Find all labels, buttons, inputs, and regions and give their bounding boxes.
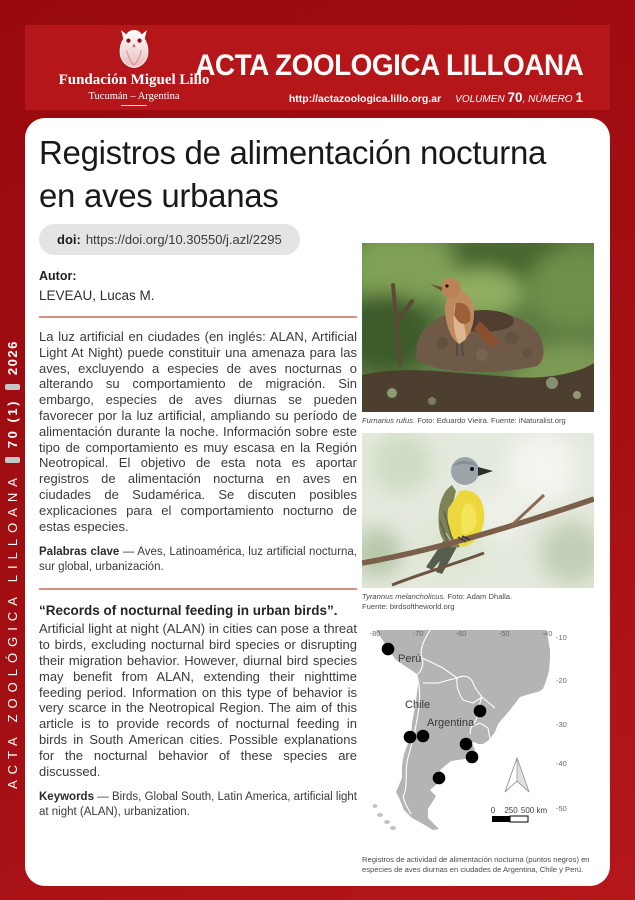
record-point [460,738,473,751]
spine-year: 2026 [5,340,20,376]
photo-furnarius-rufus [362,243,594,412]
record-point [433,772,446,785]
volume-label: VOLUMEN [455,94,505,105]
abstract-spanish: La luz artificial en ciudades (en inglés: ALAN, Artificial Light At Night) puede constituir una amenaza para las aves, excluyendo a especies de aves nocturnas o alterando su comportamiento de migración. Sin embargo, especies de aves diurnas se pueden favorecer por la luz artificial, ampliando su período de alimentación durante la noche. Información sobre este tipo de comportamiento es muy escasa en la Región Neotropical. El objetivo de esta nota es aportar registros de alimentación nocturna en aves en ciudades de Sudamérica. Se discuten posibles explicaciones para el comportamiento nocturno de estas especies. [39,329,357,534]
article-card [25,118,610,886]
spine-volume-issue: 70 (1) [5,399,20,449]
author-label: Autor: [39,269,77,283]
record-point [466,751,479,764]
scale-bar [492,816,528,822]
y-tick-label: -40 [556,759,567,768]
journal-subline [289,90,583,105]
english-title: “Records of nocturnal feeding in urban birds”. [39,603,338,619]
x-tick-label: -60 [455,630,467,638]
y-tick-label: -50 [556,804,567,813]
scale-label: 250 [504,806,518,815]
foundation-logo [58,27,210,106]
y-tick-label: -10 [556,633,567,642]
country-label: Perú [398,653,422,665]
owl-logo-icon [109,27,159,71]
keywords-spanish-label: Palabras clave [39,546,120,559]
map-caption: Registros de actividad de alimentación nocturna (puntos negros) en especies de aves diurnas en ciudades de Argentina, Chile y Perú. [362,855,590,875]
sidebar-spine [0,340,25,789]
header-band [25,25,610,110]
scale-label: 0 [490,806,496,815]
keywords-spanish: Palabras clave — Aves, Latinoamérica, luz artificial nocturna, sur global, urbanización. [39,546,358,574]
x-tick-label: -80 [369,630,381,638]
doi-label: doi: [57,232,81,247]
record-point [404,731,417,744]
issue-number: 1 [575,90,583,105]
keywords-english: Keywords — Birds, Global South, Latin America, artificial light at night (ALAN), urbanization. [39,791,357,819]
scale-label: 500 km [520,806,548,815]
foundation-location: Tucumán – Argentina [88,91,180,102]
x-tick-label: -50 [498,630,510,638]
abstract-english: Artificial light at night (ALAN) in cities can pose a threat to birds, excluding nocturnal bird species or disrupting their migration behavior. However, diurnal bird species may benefit from ALAN, extending their nighttime feeding period. Information on this type of behavior is very scarce in the Neotropical Region. The aim of this article is to provide records of nocturnal feeding in birds in South American cities. Possible explanations for the nocturnal behavior of these species are discussed. [39,621,357,779]
photo1-caption: Furnarius rufus. Foto: Eduardo Vieira. Fuente: iNaturalist.org [362,416,566,425]
coastal-islands [373,804,397,830]
issue-label: , NÚMERO [522,94,573,105]
volume-number: 70 [507,90,523,105]
record-point [474,705,487,718]
journal-title: ACTA ZOOLOGICA LILLOANA [194,49,583,82]
journal-url-link[interactable]: http://actazoologica.lillo.org.ar [288,93,442,105]
country-label: Argentina [427,717,475,729]
spine-separator [5,384,20,390]
record-point [417,730,430,743]
divider-rule [39,316,357,318]
record-point [382,643,395,656]
doi-badge[interactable] [39,224,300,255]
distribution-map [360,630,600,855]
article-title: Registros de alimentación nocturna en aves urbanas [39,134,547,214]
x-tick-label: -40 [541,630,553,638]
photo-tyrannus-melancholicus [362,433,594,588]
x-tick-label: -70 [412,630,424,638]
logo-underline [121,105,147,106]
y-tick-label: -30 [556,720,567,729]
photo2-caption: Tyrannus melancholicus. Foto: Adam Dhalla. Fuente: birdsoftheworld.org [362,592,513,612]
divider-rule [39,588,357,590]
foundation-name: Fundación Miguel Lillo [58,72,210,88]
doi-link[interactable]: https://doi.org/10.30550/j.azl/2295 [85,232,282,247]
keywords-english-label: Keywords [39,791,94,804]
north-arrow-shade [517,758,529,792]
spine-journal-name: ACTA ZOOLÓGICA LILLOANA [5,472,20,789]
spine-separator [5,457,20,463]
country-label: Chile [405,699,431,711]
abstract-column [39,269,357,820]
y-tick-label: -20 [556,676,567,685]
author-name: LEVEAU, Lucas M. [39,288,155,303]
